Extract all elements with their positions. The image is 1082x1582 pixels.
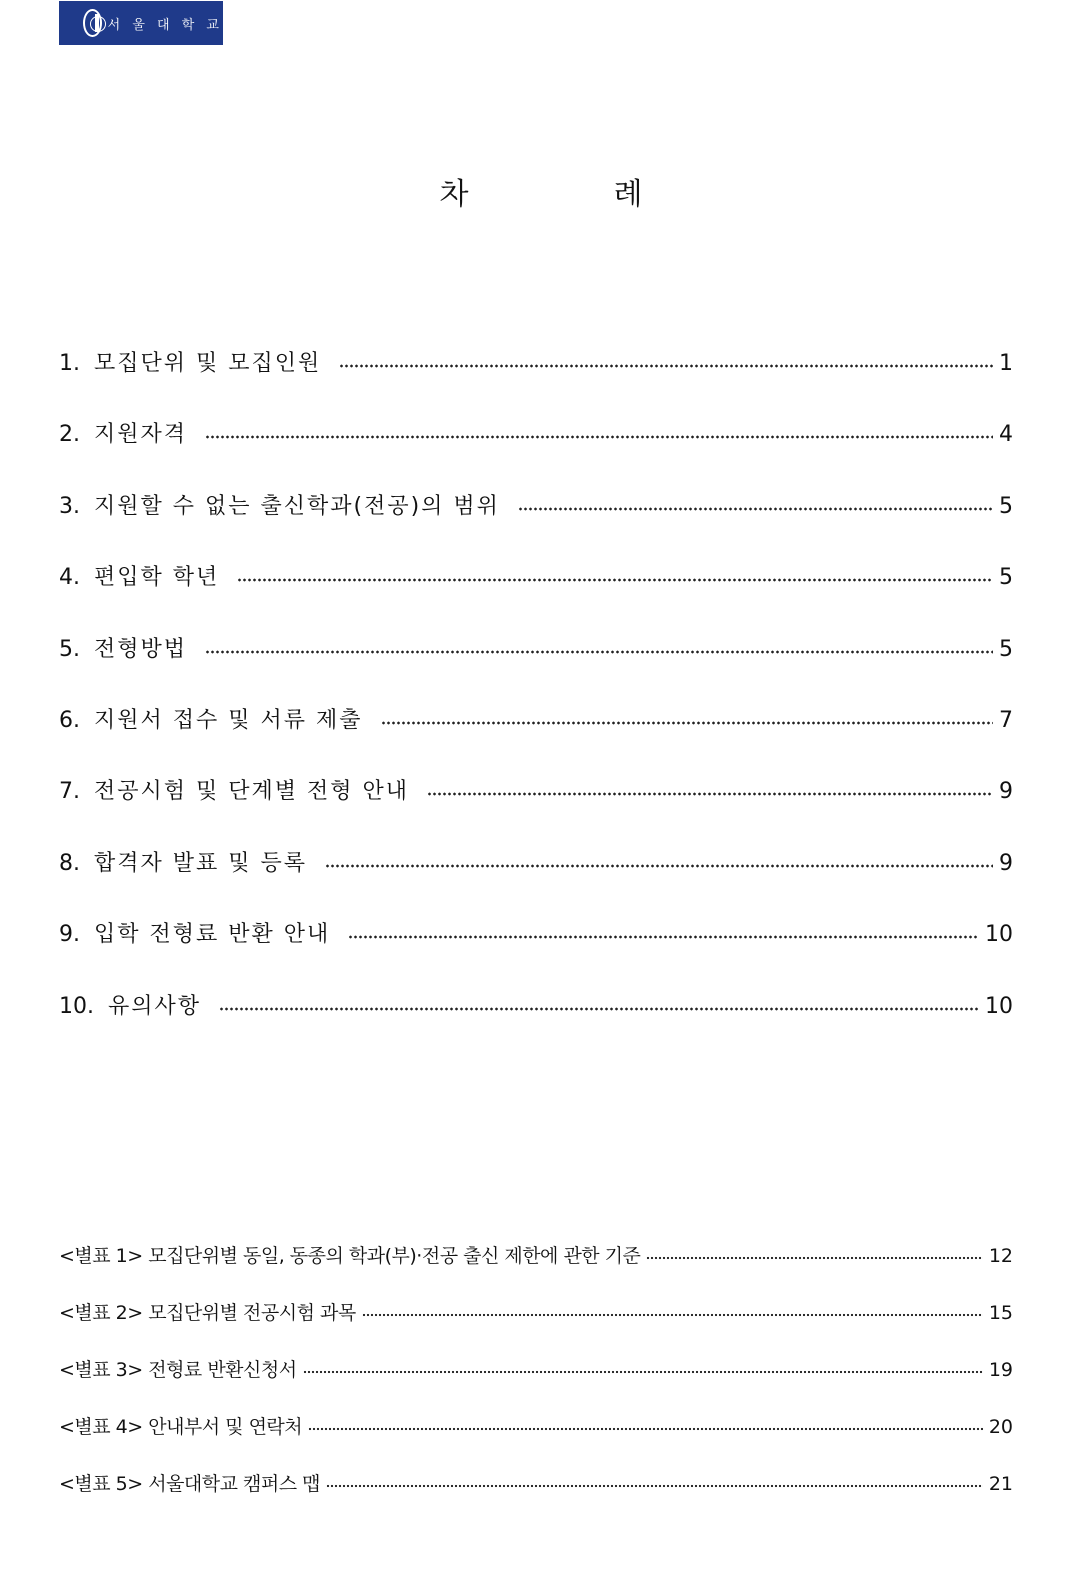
appendix-entry-label: <별표 1> 모집단위별 동일, 동종의 학과(부)·전공 출신 제한에 관한 기준 bbox=[59, 1245, 641, 1267]
appendix-entry-label: <별표 3> 전형료 반환신청서 bbox=[59, 1359, 297, 1381]
dot-leader bbox=[381, 703, 994, 739]
dot-leader bbox=[205, 417, 993, 453]
appendix-entry[interactable] bbox=[59, 1468, 1013, 1525]
dot-leader bbox=[205, 632, 993, 668]
appendix-entry-page: 20 bbox=[988, 1416, 1013, 1438]
appendix-entry-label: <별표 4> 안내부서 및 연락처 bbox=[59, 1416, 303, 1438]
appendix-entry[interactable] bbox=[59, 1240, 1013, 1297]
toc-entry-page: 10 bbox=[985, 993, 1013, 1019]
toc-entry-label: 전형방법 bbox=[94, 636, 188, 662]
logo-text: 서 울 대 학 교 bbox=[107, 17, 223, 33]
dot-leader bbox=[339, 346, 993, 382]
toc-entry-page: 5 bbox=[999, 493, 1013, 519]
university-logo bbox=[59, 1, 223, 45]
toc-entry-number: 5. bbox=[59, 636, 80, 662]
toc-entry-label: 입학 전형료 반환 안내 bbox=[94, 922, 331, 948]
toc-entry[interactable] bbox=[59, 989, 1013, 1060]
toc-entry-number: 6. bbox=[59, 707, 80, 733]
toc-entry-page: 9 bbox=[999, 779, 1013, 805]
appendix-entry-label: <별표 2> 모집단위별 전공시험 과목 bbox=[59, 1302, 356, 1324]
toc-entry-page: 4 bbox=[999, 422, 1013, 448]
toc-entry[interactable] bbox=[59, 560, 1013, 631]
toc-entry-label: 유의사항 bbox=[108, 993, 202, 1019]
toc-entry[interactable] bbox=[59, 774, 1013, 845]
toc-entry-number: 10. bbox=[59, 993, 94, 1019]
dot-leader bbox=[237, 560, 993, 596]
toc-entry-number: 4. bbox=[59, 565, 80, 591]
toc-entry-label: 전공시험 및 단계별 전형 안내 bbox=[94, 779, 409, 805]
dot-leader bbox=[303, 1354, 983, 1386]
toc-entry[interactable] bbox=[59, 489, 1013, 560]
toc-entry[interactable] bbox=[59, 846, 1013, 917]
toc-entry-page: 1 bbox=[999, 351, 1013, 376]
toc-entry-page: 5 bbox=[999, 565, 1013, 591]
dot-leader bbox=[325, 846, 993, 882]
dot-leader bbox=[646, 1240, 982, 1272]
dot-leader bbox=[348, 917, 979, 953]
appendix-entry[interactable] bbox=[59, 1354, 1013, 1411]
appendix-entry[interactable] bbox=[59, 1297, 1013, 1354]
toc-entry-label: 합격자 발표 및 등록 bbox=[94, 850, 307, 876]
dot-leader bbox=[308, 1411, 983, 1443]
toc-entry-label: 편입학 학년 bbox=[94, 565, 220, 591]
dot-leader bbox=[362, 1297, 983, 1329]
toc-entry-number: 3. bbox=[59, 493, 80, 519]
toc-entry-number: 8. bbox=[59, 850, 80, 876]
dot-leader bbox=[518, 489, 993, 525]
toc-entry[interactable] bbox=[59, 417, 1013, 488]
title-char-1: 차 bbox=[439, 177, 469, 212]
appendix-entry-page: 15 bbox=[988, 1302, 1013, 1324]
emblem-icon bbox=[83, 9, 102, 37]
toc-entry-page: 5 bbox=[999, 636, 1013, 662]
dot-leader bbox=[326, 1468, 983, 1500]
toc-entry-number: 9. bbox=[59, 922, 80, 948]
dot-leader bbox=[427, 774, 993, 810]
toc-entry-number: 1. bbox=[59, 351, 80, 376]
appendix-entry-page: 19 bbox=[988, 1359, 1013, 1381]
appendix-list bbox=[59, 1240, 1013, 1525]
appendix-entry-page: 12 bbox=[988, 1245, 1013, 1267]
toc-entry-label: 지원자격 bbox=[94, 422, 188, 448]
appendix-entry-label: <별표 5> 서울대학교 캠퍼스 맵 bbox=[59, 1473, 320, 1495]
toc-entry-page: 10 bbox=[985, 922, 1013, 948]
dot-leader bbox=[219, 989, 979, 1025]
toc-entry[interactable] bbox=[59, 917, 1013, 988]
toc-entry-page: 7 bbox=[999, 707, 1013, 733]
toc-entry[interactable] bbox=[59, 703, 1013, 774]
toc-entry-label: 모집단위 및 모집인원 bbox=[94, 351, 322, 376]
appendix-entry[interactable] bbox=[59, 1411, 1013, 1468]
page-title bbox=[0, 173, 1082, 217]
toc-entry-page: 9 bbox=[999, 850, 1013, 876]
appendix-entry-page: 21 bbox=[988, 1473, 1013, 1495]
toc-entry[interactable] bbox=[59, 346, 1013, 417]
toc-entry-label: 지원서 접수 및 서류 제출 bbox=[94, 707, 363, 733]
toc-entry-number: 2. bbox=[59, 422, 80, 448]
toc-entry[interactable] bbox=[59, 632, 1013, 703]
toc-entry-label: 지원할 수 없는 출신학과(전공)의 범위 bbox=[94, 493, 500, 519]
title-char-2: 례 bbox=[613, 177, 643, 212]
toc-entry-number: 7. bbox=[59, 779, 80, 805]
table-of-contents bbox=[59, 346, 1013, 1060]
